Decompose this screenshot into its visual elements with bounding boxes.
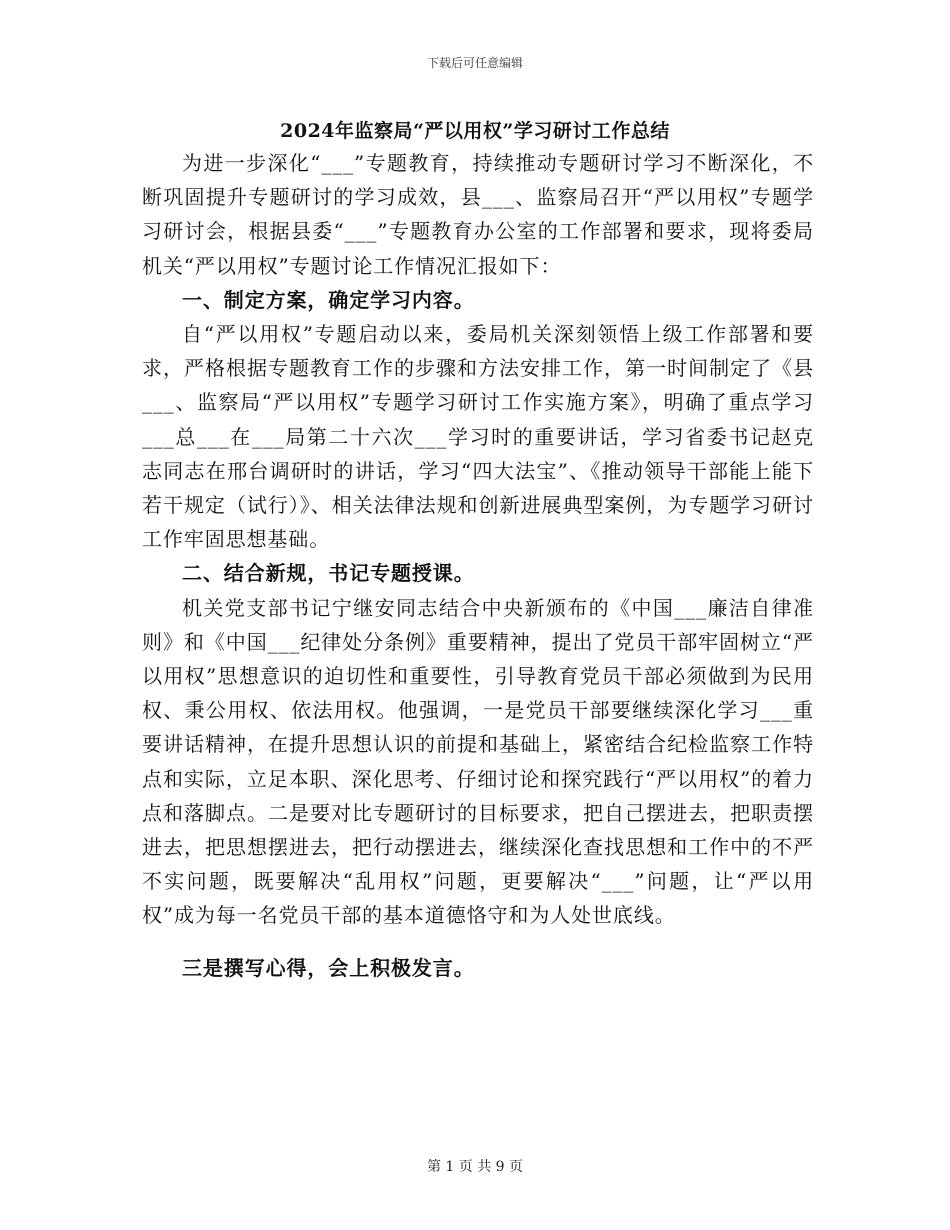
section-3-heading: 三是撰写心得，会上积极发言。 xyxy=(182,955,475,980)
header-note: 下载后可任意编辑 xyxy=(426,56,523,70)
document-body xyxy=(142,146,814,985)
section-1-heading: 一、制定方案，确定学习内容。 xyxy=(182,287,475,312)
page-number: 第 1 页 共 9 页 xyxy=(426,1159,524,1175)
section-2-heading: 二、结合新规，书记专题授课。 xyxy=(182,561,475,586)
section-2-paragraph: 机关党支部书记宁继安同志结合中央新颁布的《中国___廉洁自律准则》和《中国___纪律处分条例》重要精神，提出了党员干部牢固树立“严以用权”思想意识的迫切性和重要性，引导教育党员干部必须做到为民用权、秉公用权、依法用权。他强调，一是党员干部要继续深化学习___重要讲话精神，在提升思想认识的前提和基础上，紧密结合纪检监察工作特点和实际，立足本职、深化思考、仔细讨论和探究践行“严以用权”的着力点和落脚点。二是要对比专题研讨的目标要求，把自己摆进去，把职责摆进去，把思想摆进去，把行动摆进去，继续深化查找思想和工作中的不严不实问题，既要解决“乱用权”问题，更要解决“___”问题，让“严以用权”成为每一名党员干部的基本道德恪守和为人处世底线。 xyxy=(142,595,814,928)
section-1-paragraph: 自“严以用权”专题启动以来，委局机关深刻领悟上级工作部署和要求，严格根据专题教育工作的步骤和方法安排工作，第一时间制定了《县___、监察局“严以用权”专题学习研讨工作实施方案》，明确了重点学习___总___在___局第二十六次___学习时的重要讲话，学习省委书记赵克志同志在邢台调研时的讲话，学习“四大法宝”、《推动领导干部能上能下若干规定（试行）》、相关法律法规和创新进展典型案例，为专题学习研讨工作牢固思想基础。 xyxy=(142,322,814,552)
intro-paragraph: 为进一步深化“___”专题教育，持续推动专题研讨学习不断深化，不断巩固提升专题研讨的学习成效，县___、监察局召开“严以用权”专题学习研讨会，根据县委“___”专题教育办公室的工作部署和要求，现将委局机关“严以用权”专题讨论工作情况汇报如下： xyxy=(142,151,814,278)
document-title: 2024年监察局“严以用权”学习研讨工作总结 xyxy=(280,120,670,142)
